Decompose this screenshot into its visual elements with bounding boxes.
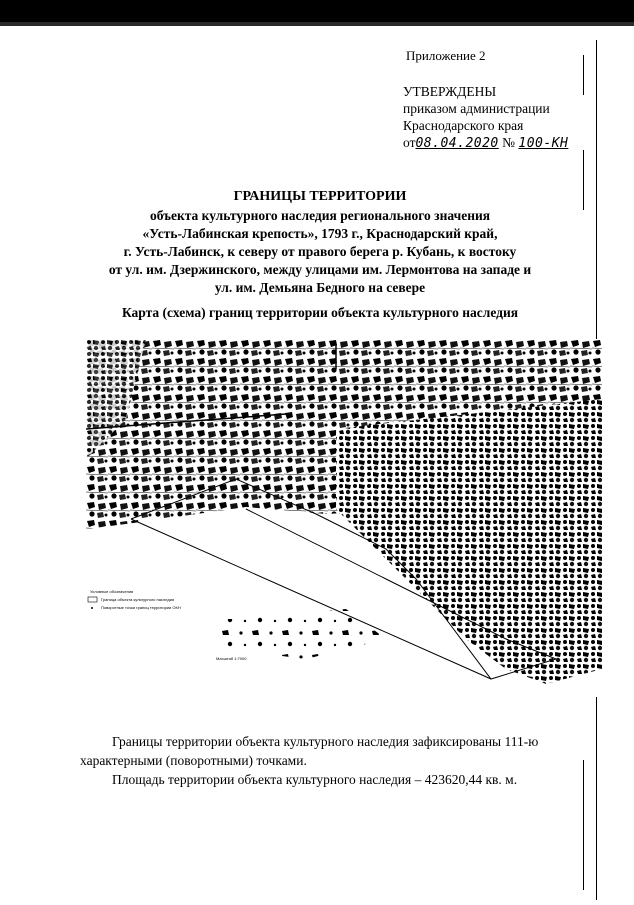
paragraph-1-end: характерными (поворотными) точками.: [80, 753, 307, 768]
order-date-line: [403, 134, 568, 152]
title-line-4: от ул. им. Дзержинского, между улицами им. Лермонтова на западе и: [108, 262, 532, 277]
order-number: 100-КН: [518, 136, 569, 151]
map-caption: Карта (схема) границ территории объекта культурного наследия: [121, 305, 519, 320]
document-title: [60, 188, 580, 297]
legend-title: Условные обозначения: [90, 589, 134, 594]
legend-item-boundary: Граница объекта культурного наследия: [101, 597, 175, 602]
order-line-1: приказом администрации: [403, 101, 550, 116]
title-line-2: «Усть-Лабинская крепость», 1793 г., Краснодарский край,: [142, 226, 498, 241]
paragraph-2: Площадь территории объекта культурного наследия – 423620,44 кв. м.: [112, 772, 518, 787]
appendix-label: Приложение 2: [406, 48, 486, 63]
from-label: от: [403, 135, 416, 150]
approval-block: [403, 83, 568, 152]
scan-edge-mark: [583, 150, 584, 210]
legend-item-points: Поворотные точки границ территории ОКН: [101, 605, 181, 610]
order-line-2: Краснодарского края: [403, 118, 524, 133]
scan-top-border: [0, 0, 634, 22]
legend-point-swatch: [91, 607, 93, 609]
scan-edge-mark: [583, 55, 584, 95]
scan-top-shadow: [0, 22, 634, 26]
title-line-3: г. Усть-Лабинск, к северу от правого берега р. Кубань, к востоку: [123, 244, 517, 259]
legend-boundary-swatch: [88, 597, 97, 602]
approved-heading: УТВЕРЖДЕНЫ: [403, 84, 497, 99]
paragraph-1-start: Границы территории объекта культурного наследия зафиксированы 111-ю: [112, 734, 539, 749]
title-line-5: ул. им. Демьяна Бедного на севере: [214, 280, 426, 295]
order-date: 08.04.2020: [415, 136, 499, 151]
title-line-1: объекта культурного наследия регионального значения: [149, 208, 491, 223]
number-label: №: [502, 135, 516, 150]
boundary-map: [86, 339, 602, 697]
title-main: ГРАНИЦЫ ТЕРРИТОРИИ: [233, 189, 407, 204]
body-text: [80, 732, 600, 789]
map-scale: Масштаб 1:7000: [216, 656, 247, 661]
